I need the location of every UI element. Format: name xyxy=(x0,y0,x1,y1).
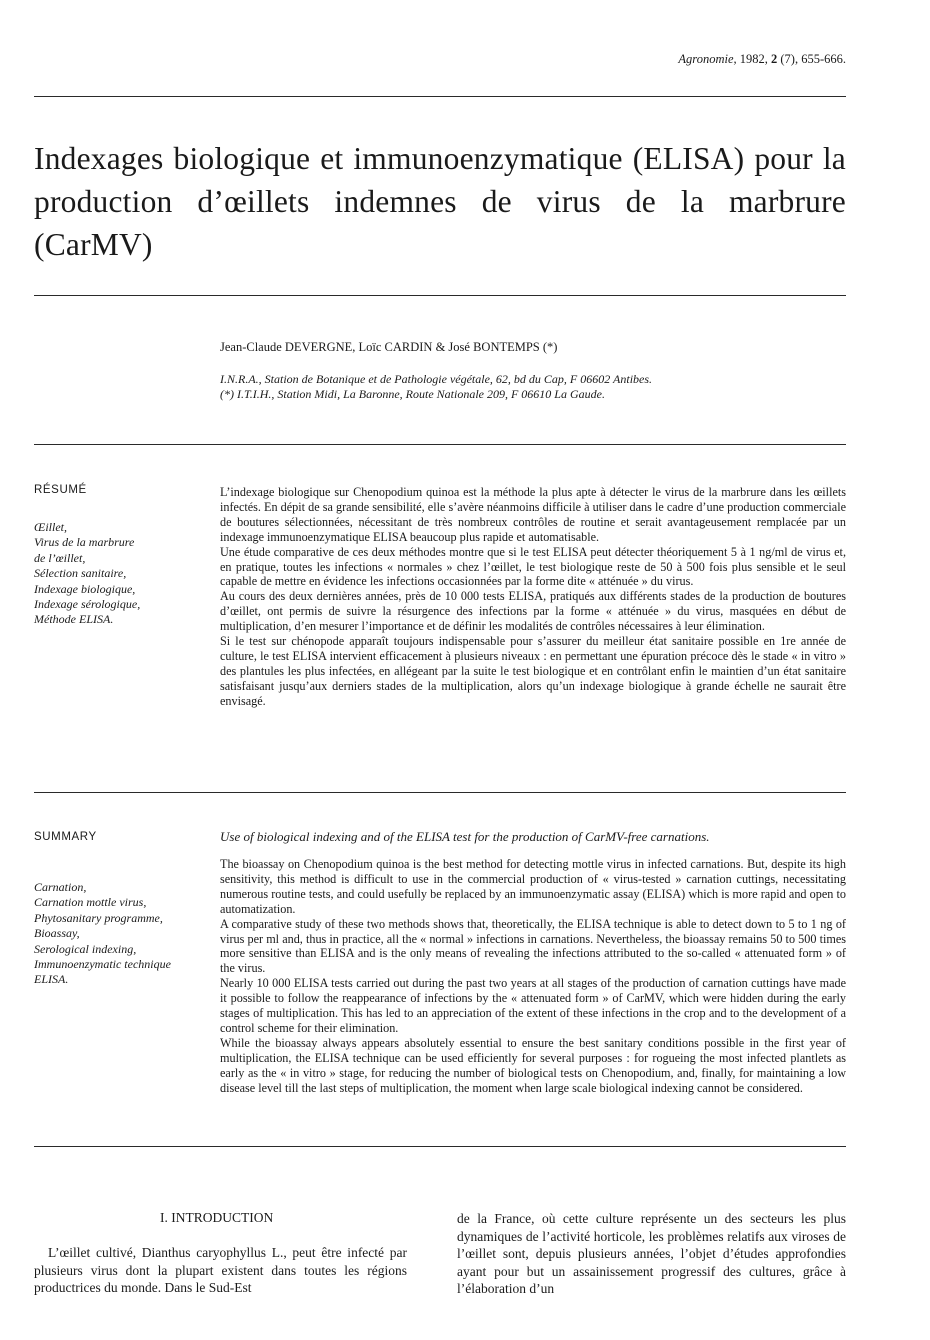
authors: Jean-Claude DEVERGNE, Loïc CARDIN & José BONTEMPS (*) xyxy=(220,340,558,354)
keyword: Virus de la marbrure xyxy=(34,535,135,550)
keyword: Immunoenzymatic technique xyxy=(34,957,171,972)
keyword: ELISA. xyxy=(34,972,69,987)
resume-body xyxy=(220,485,846,709)
summary-paragraph: A comparative study of these two methods shows that, theoretically, the ELISA technique is able to detect down to 5 to 1 ng of virus per ml and, thus in practice, all the « normal » infections in carnations. Nevertheless, the bioassay remains 50 to 500 times more sensitive than ELISA and is the only means of revealing the infections attributed to the so-called « attenuated form » of the virus. xyxy=(220,916,846,976)
affiliations xyxy=(220,372,652,402)
keyword: Carnation mottle virus, xyxy=(34,895,147,910)
affiliation-1: I.N.R.A., Station de Botanique et de Pathologie végétale, 62, bd du Cap, F 06602 Antibes. xyxy=(220,372,653,386)
summary-rule xyxy=(34,1146,846,1147)
intro-left-column xyxy=(34,1244,407,1297)
resume-rule xyxy=(34,792,846,793)
resume-paragraph: L’indexage biologique sur Chenopodium quinoa est la méthode la plus apte à détecter le virus de la marbrure dans les œillets infectés. En dépit de sa grande sensibilité, elle s’avère néanmoins difficile à utiliser dans le cadre d’une production commerciale de boutures sélectionnées, nécessitant de très nombreux contrôles de routine et serait avantageusement remplacée par un indexage immunoenzymatique ELISA beaucoup plus rapide et automatisable. xyxy=(220,485,846,544)
keyword: Œillet, xyxy=(34,520,67,534)
intro-right-column xyxy=(457,1210,846,1298)
keyword: Indexage biologique, xyxy=(34,581,136,596)
keyword: Sélection sanitaire, xyxy=(34,566,127,581)
affiliation-2: (*) I.T.I.H., Station Midi, La Baronne, Route Nationale 209, F 06610 La Gaude. xyxy=(220,387,605,401)
resume-paragraph: Si le test sur chénopode apparaît toujours indispensable pour s’assurer du meilleur état sanitaire possible en 1re année de culture, le test ELISA intervient efficacement à plusieurs niveaux : en permettant une épuration précoce dès le stade « in vitro » des plantules les plus infectées, en allégeant par la suite le test biologique et en contrôlant enfin le maintien d’un état sanitaire satisfaisant jusqu’aux derniers stades de la multiplication, alors qu’un indexage biologique à grande échelle ne saurait être envisagé. xyxy=(220,634,846,708)
summary-label: SUMMARY xyxy=(34,831,97,843)
summary-paragraph: While the bioassay always appears absolutely essential to ensure the best sanitary conditions possible in the first year of multiplication, the ELISA technique can be used efficiently for several purposes : for rogueing the most infected plantlets as early as the « in vitro » stage, for reducing the number of biological tests on Chenopodium, and, finally, for maintaining a low disease level till the last steps of multiplication, the moment when large scale biological indexing cannot be considered. xyxy=(220,1035,846,1095)
keyword: Carnation, xyxy=(34,880,87,894)
header-rule xyxy=(34,96,846,97)
authors-rule xyxy=(34,444,846,445)
resume-label: RÉSUMÉ xyxy=(34,484,87,496)
intro-paragraph-continued: de la France, où cette culture représente un des secteurs les plus dynamiques de l’activité horticole, les problèmes relatifs aux viroses de l’œillet sont, depuis plusieurs années, l’objet d’études approfondies ayant pour but un assainissement progressif des cultures, grâce à l’élaboration d’un xyxy=(457,1211,846,1296)
keyword: Bioassay, xyxy=(34,926,80,941)
keyword: de l’œillet, xyxy=(34,550,86,565)
intro-paragraph: L’œillet cultivé, Dianthus caryophyllus L., peut être infecté par plusieurs virus dont la plupart existent dans toutes les régions productrices du monde. Dans le Sud-Est xyxy=(34,1245,407,1295)
keyword: Indexage sérologique, xyxy=(34,597,141,612)
summary-title: Use of biological indexing and of the ELISA test for the production of CarMV-free carnations. xyxy=(220,829,710,844)
summary-keywords xyxy=(34,880,204,988)
resume-keywords xyxy=(34,520,204,628)
keyword: Phytosanitary programme, xyxy=(34,910,163,925)
paper-title: Indexages biologique et immunoenzymatique (ELISA) pour la production d’œillets indemnes de virus de la marbrure (CarMV) xyxy=(34,141,846,262)
introduction-heading: I. INTRODUCTION xyxy=(160,1210,274,1225)
title-rule xyxy=(34,295,846,296)
keyword: Serological indexing, xyxy=(34,941,137,956)
resume-paragraph: Au cours des deux dernières années, près de 10 000 tests ELISA, pratiqués aux différents stades de la production de boutures d’œillet, ont permis de suivre la résurgence des infections par la forme « atténuée » du virus, masquées en début de multiplication, d’en mesurer l’importance et de définir les modalités de contrôles nécessaires à leur élimination. xyxy=(220,589,846,634)
summary-paragraph: The bioassay on Chenopodium quinoa is the best method for detecting mottle virus in infected carnations. But, despite its high sensitivity, this method is difficult to use in the commercial production of « virus-tested » carnation cuttings, necessitating numerous routine tests, and could usefully be replaced by an immunoenzymatic assay (ELISA) which is more rapid and open to automatization. xyxy=(220,857,846,916)
resume-paragraph: Une étude comparative de ces deux méthodes montre que si le test ELISA peut détecter théoriquement 5 à 1 ng/ml de virus et, en pratique, toutes les infections « normales » chez l’œillet, le test biologique reste de 50 à 500 fois plus sensible et le seul capable de mettre en évidence les infections occasionnées par la forme dite « atténuée » du virus. xyxy=(220,544,846,589)
keyword: Méthode ELISA. xyxy=(34,612,114,627)
journal-citation: Agronomie, 1982, 2 (7), 655-666. xyxy=(678,52,846,66)
summary-body xyxy=(220,857,846,1096)
summary-paragraph: Nearly 10 000 ELISA tests carried out during the past two years at all stages of the production of carnation cuttings have made it possible to follow the reappearance of infections by the « attenuated form » of CarMV, which were hidden during the early stages of multiplication. This has led to an appreciation of the extent of these infections in the crop and to the development of a control scheme for their elimination. xyxy=(220,976,846,1035)
